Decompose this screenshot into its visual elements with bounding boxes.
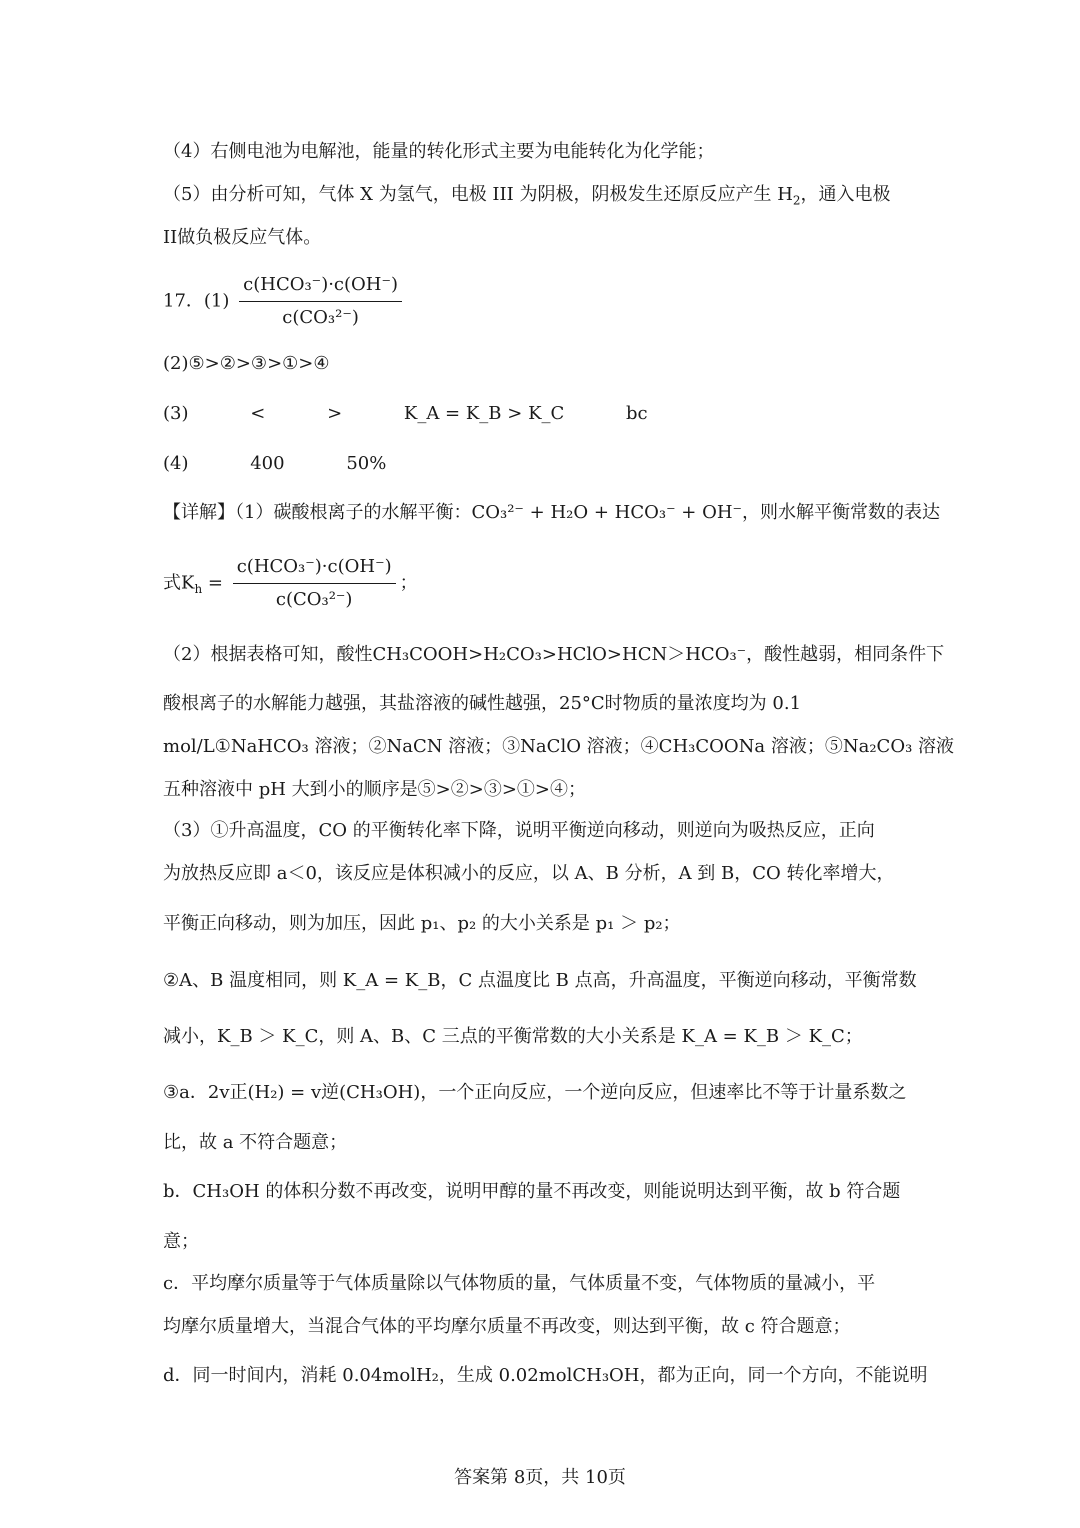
detail-3-line5: 减小，K_B ＞ K_C，则 A、B、C 三点的平衡常数的大小关系是 K_A = K_B ＞ K_C； <box>163 1026 863 1047</box>
detail-3-line4: ②A、B 温度相同，则 K_A = K_B，C 点温度比 B 点高，升高温度，平衡逆向移动，平衡常数 <box>163 970 917 991</box>
detail-tag: 【详解】 <box>163 502 235 523</box>
detail-2-line2: 酸根离子的水解能力越强，其盐溶液的碱性越强，25°C时物质的量浓度均为 0.1 <box>163 693 802 714</box>
detail-2-line1: （2）根据表格可知，酸性CH₃COOH>H₂CO₃>HClO>HCN＞HCO₃⁻，酸性越弱，相同条件下 <box>163 644 945 665</box>
detail-3-line11: 均摩尔质量增大，当混合气体的平均摩尔质量不再改变，则达到平衡，故 c 符合题意； <box>163 1316 851 1337</box>
detail-1-line2 <box>163 554 923 613</box>
para-5-line1 <box>163 180 923 210</box>
detail-2-line3: mol/L①NaHCO₃ 溶液；②NaCN 溶液；③NaClO 溶液；④CH₃COONa 溶液；⑤Na₂CO₃ 溶液 <box>163 736 955 757</box>
kh-fraction <box>233 554 396 613</box>
kh-end: ； <box>399 572 418 594</box>
hydrolysis-fraction <box>239 272 402 331</box>
detail-3-line6: ③a．2v正(H₂) = v逆(CH₃OH)，一个正向反应，一个逆向反应，但速率比不等于计量系数之 <box>163 1082 907 1103</box>
detail-2-line4: 五种溶液中 pH 大到小的顺序是⑤>②>③>①>④； <box>163 779 586 800</box>
detail-3-line8: b．CH₃OH 的体积分数不再改变，说明甲醇的量不再改变，则能说明达到平衡，故 b 符合题 <box>163 1181 901 1202</box>
para-5-pre: （5）由分析可知，气体 X 为氢气，电极 III 为阴极，阴极发生还原反应产生 H <box>163 184 793 205</box>
answer-3-gt: > <box>327 403 343 424</box>
answer-3-label: (3) <box>163 403 189 424</box>
answer-2: (2)⑤>②>③>①>④ <box>163 353 330 374</box>
answer-3 <box>163 399 923 429</box>
para-5-line2: II做负极反应气体。 <box>163 227 322 248</box>
kh-numerator: c(HCO₃⁻)·c(OH⁻) <box>233 554 396 584</box>
q17-answer-1 <box>163 272 923 331</box>
kh-eq: = <box>202 572 229 594</box>
kh-sub: h <box>194 582 203 597</box>
para-5-sub: 2 <box>792 193 801 208</box>
answer-3-bc: bc <box>626 403 648 424</box>
answer-3-lt: < <box>250 403 266 424</box>
q17-label: 17．(1) <box>163 290 230 312</box>
para-5-post: ，通入电极 <box>800 184 891 205</box>
answer-4-v1: 400 <box>250 453 285 474</box>
detail-3-line9: 意； <box>163 1231 199 1252</box>
detail-3-line3: 平衡正向移动，则为加压，因此 p₁、p₂ 的大小关系是 p₁ ＞ p₂； <box>163 913 681 934</box>
detail-3-line10: c．平均摩尔质量等于气体质量除以气体物质的量，气体质量不变，气体物质的量减小，平 <box>163 1273 876 1294</box>
kh-denominator: c(CO₃²⁻) <box>275 589 353 610</box>
page-footer: 答案第 8页，共 10页 <box>454 1467 626 1488</box>
para-4: （4）右侧电池为电解池，能量的转化形式主要为电能转化为化学能； <box>163 141 715 162</box>
detail-1-text: （1）碳酸根离子的水解平衡：CO₃²⁻ + H₂O + HCO₃⁻ + OH⁻，则水解平衡常数的表达 <box>235 502 941 523</box>
detail-1-line1 <box>163 498 941 528</box>
answer-3-k: K_A = K_B > K_C <box>403 403 565 424</box>
kh-pre: 式K <box>163 572 195 594</box>
answer-4 <box>163 449 923 479</box>
detail-3-line2: 为放热反应即 a＜0，该反应是体积减小的反应，以 A、B 分析，A 到 B，CO 转化率增大， <box>163 863 895 884</box>
detail-3-line12: d．同一时间内，消耗 0.04molH₂，生成 0.02molCH₃OH，都为正向，同一个方向，不能说明 <box>163 1365 928 1386</box>
detail-3-line1: （3）①升高温度，CO 的平衡转化率下降，说明平衡逆向移动，则逆向为吸热反应，正向 <box>163 820 875 841</box>
answer-4-v2: 50% <box>346 453 387 474</box>
fraction-denominator: c(CO₃²⁻) <box>282 307 359 328</box>
answer-4-label: (4) <box>163 453 189 474</box>
detail-3-line7: 比，故 a 不符合题意； <box>163 1132 348 1153</box>
fraction-numerator: c(HCO₃⁻)·c(OH⁻) <box>239 272 402 302</box>
